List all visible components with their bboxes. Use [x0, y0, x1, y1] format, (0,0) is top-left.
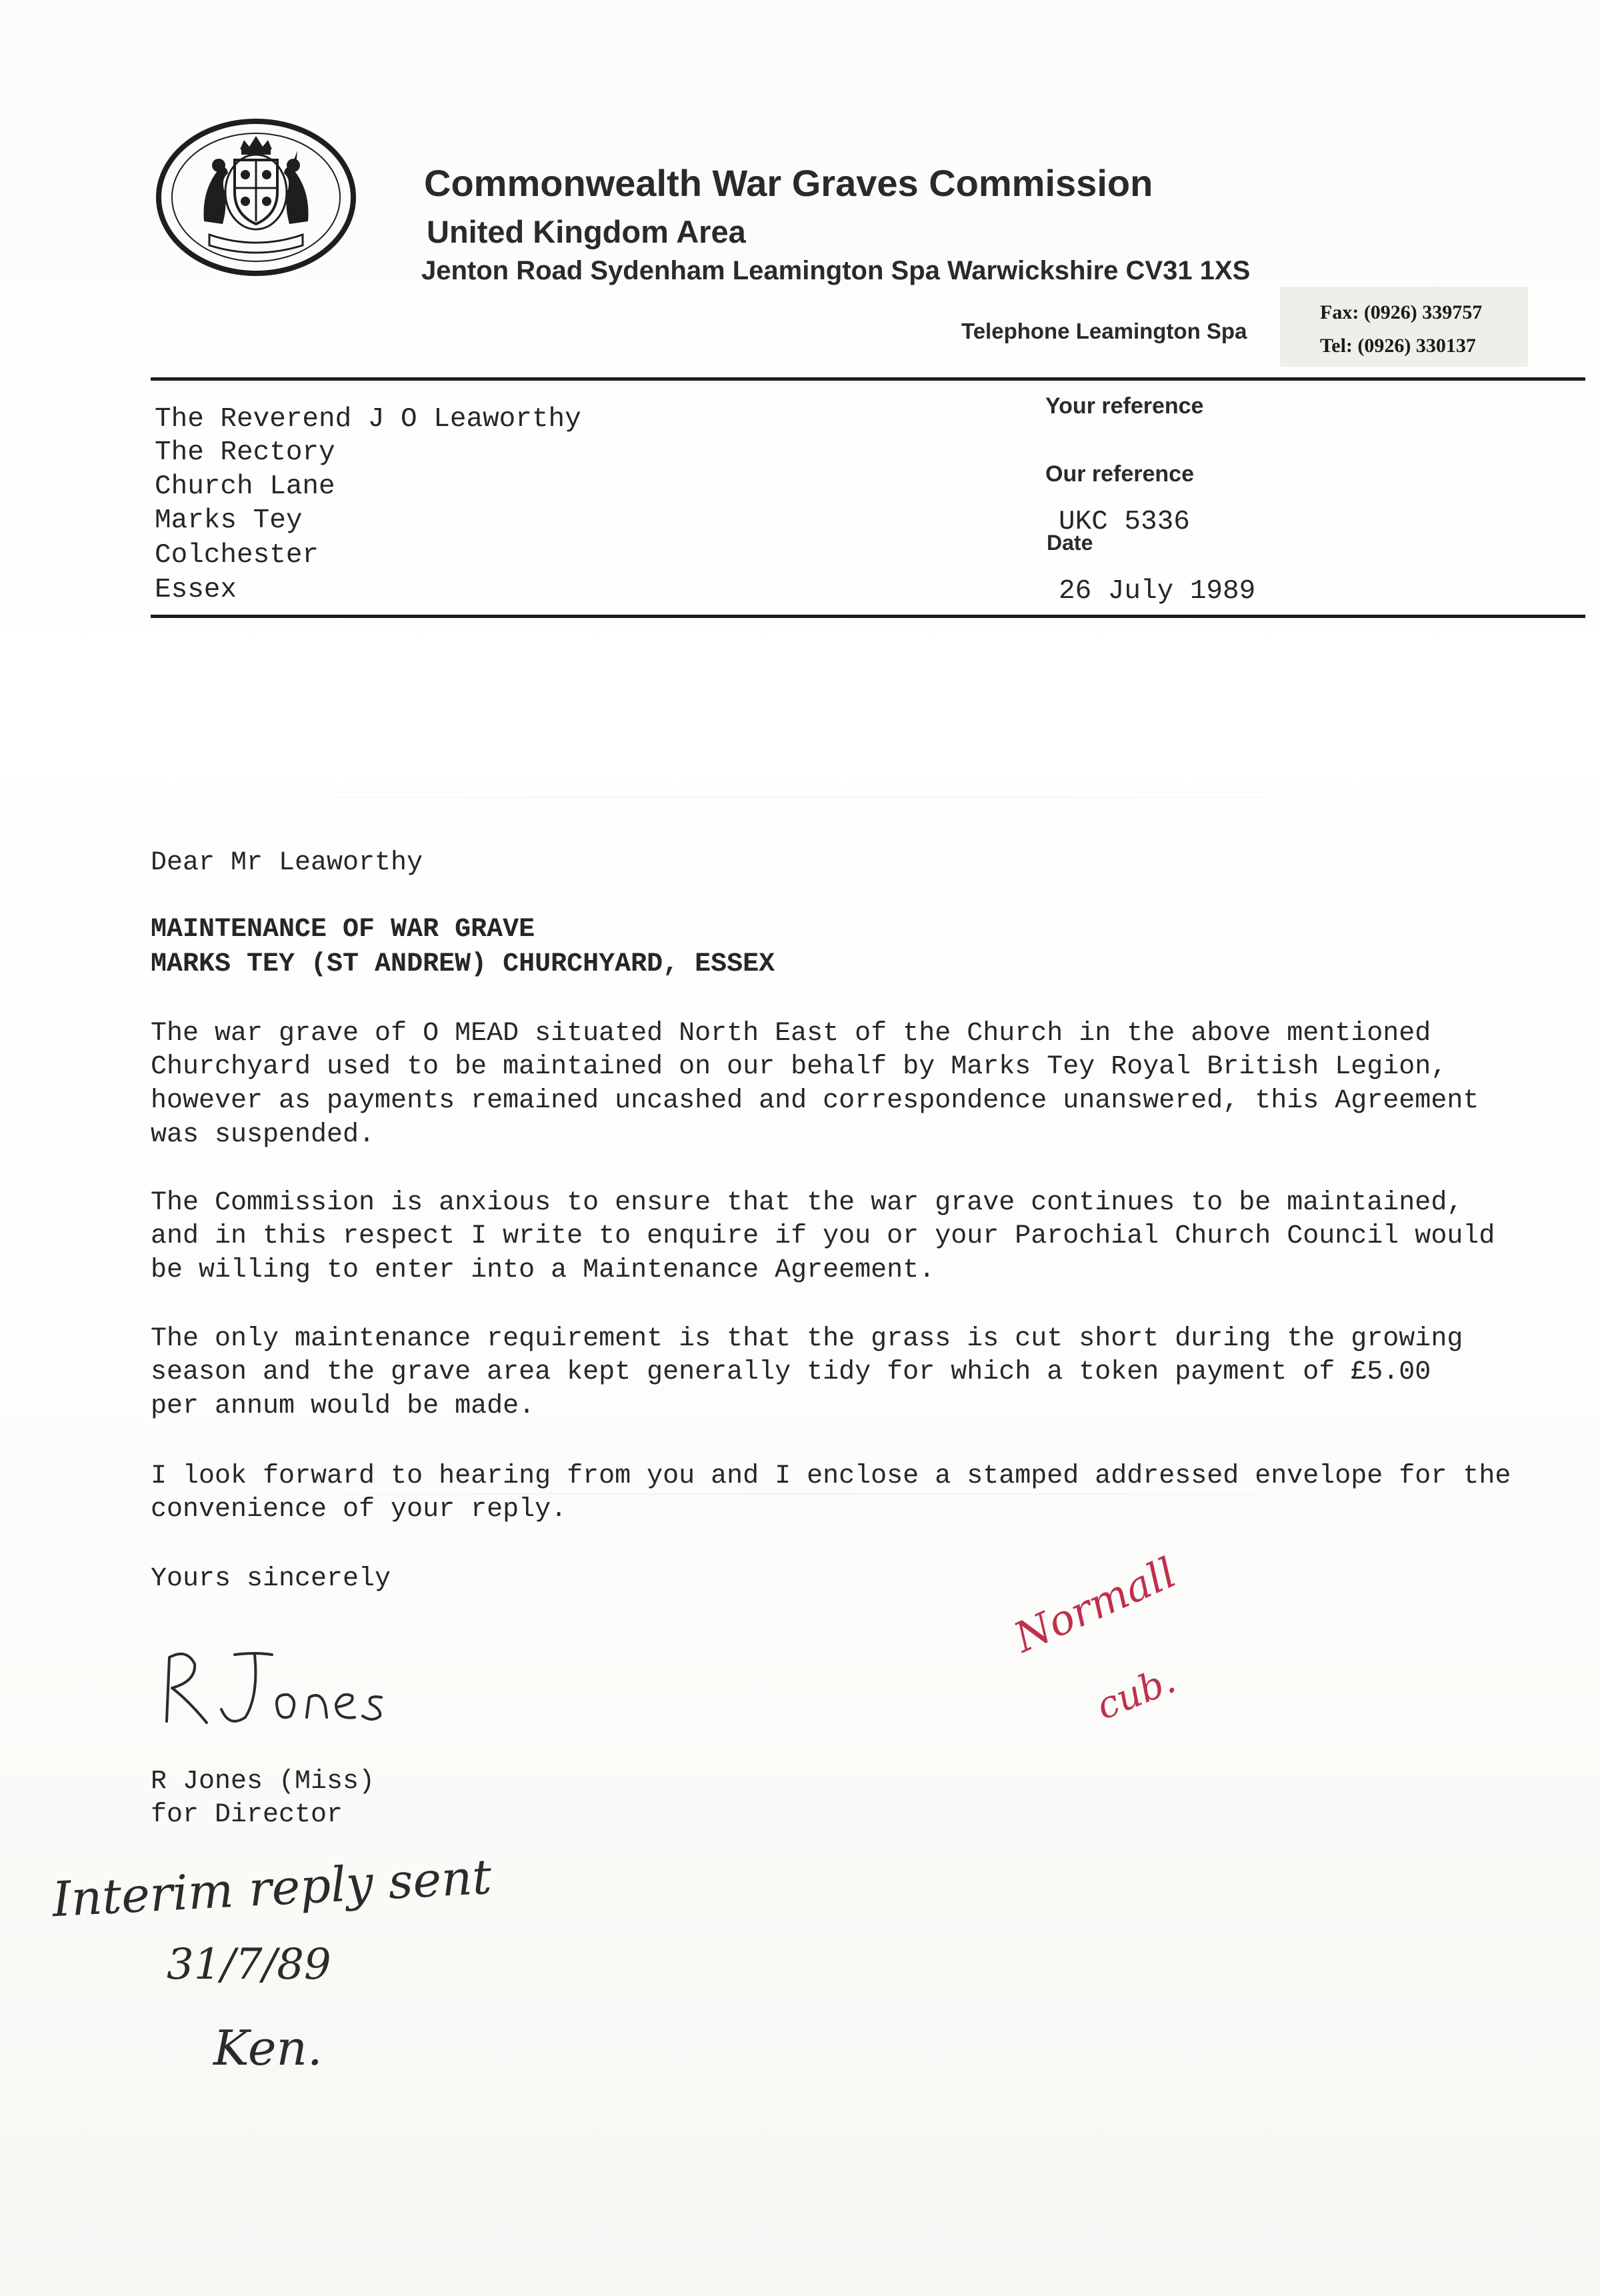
paragraph-line: The only maintenance requirement is that the grass is cut short during the growing: [151, 1324, 1463, 1354]
your-reference-label: Your reference: [1045, 393, 1204, 419]
paragraph-line: however as payments remained uncashed and correspondence unanswered, this Agreement: [151, 1086, 1479, 1116]
organisation-area: United Kingdom Area: [427, 214, 746, 249]
red-annotation: cub.: [1090, 1658, 1182, 1729]
red-annotation: Normall: [1007, 1547, 1183, 1662]
paper-fold: [0, 797, 1600, 798]
paragraph-line: be willing to enter into a Maintenance Agreement.: [151, 1255, 935, 1285]
royal-coat-of-arms-icon: [155, 117, 357, 277]
subject-line: MAINTENANCE OF WAR GRAVE: [151, 915, 535, 945]
paragraph-line: convenience of your reply.: [151, 1495, 567, 1525]
recipient-line: Church Lane: [155, 471, 335, 502]
telephone-label: Telephone Leamington Spa: [961, 319, 1247, 343]
our-reference-label: Our reference: [1045, 461, 1194, 487]
header-rule-bottom: [151, 615, 1585, 618]
signatory-name: R Jones (Miss): [151, 1767, 375, 1797]
letter-date: 26 July 1989: [1059, 576, 1256, 607]
paragraph-line: I look forward to hearing from you and I enclose a stamped addressed envelope for the: [151, 1461, 1511, 1491]
paragraph-line: Churchyard used to be maintained on our behalf by Marks Tey Royal British Legion,: [151, 1052, 1447, 1082]
handwritten-initials: Ken.: [213, 2020, 323, 2076]
paragraph-line: season and the grave area kept generally tidy for which a token payment of £5.00: [151, 1357, 1431, 1387]
recipient-line: Colchester: [155, 540, 319, 571]
paragraph-line: per annum would be made.: [151, 1391, 535, 1421]
recipient-line: Marks Tey: [155, 505, 303, 536]
header-rule-top: [151, 377, 1585, 381]
paragraph-line: The war grave of O MEAD situated North East of the Church in the above mentioned: [151, 1019, 1431, 1049]
recipient-line: The Rectory: [155, 437, 335, 468]
closing: Yours sincerely: [151, 1564, 391, 1594]
tel-number: Tel: (0926) 330137: [1320, 335, 1476, 357]
subject-line: MARKS TEY (ST ANDREW) CHURCHYARD, ESSEX: [151, 949, 775, 979]
paragraph-line: was suspended.: [151, 1120, 375, 1150]
organisation-address: Jenton Road Sydenham Leamington Spa Warwickshire CV31 1XS: [421, 256, 1251, 285]
salutation: Dear Mr Leaworthy: [151, 848, 423, 878]
paragraph-line: The Commission is anxious to ensure that the war grave continues to be maintained,: [151, 1188, 1463, 1218]
signatory-title: for Director: [151, 1800, 343, 1830]
signature: [155, 1635, 408, 1735]
paragraph-line: and in this respect I write to enquire if you or your Parochial Church Council would: [151, 1221, 1495, 1251]
recipient-line: Essex: [155, 575, 237, 605]
handwritten-date: 31/7/89: [167, 1940, 331, 1989]
fax-number: Fax: (0926) 339757: [1320, 301, 1483, 323]
organisation-name: Commonwealth War Graves Commission: [424, 162, 1153, 204]
recipient-line: The Reverend J O Leaworthy: [155, 404, 581, 435]
our-reference-value: UKC 5336: [1059, 507, 1190, 537]
date-label: Date: [1047, 531, 1093, 555]
handwritten-note: Interim reply sent: [51, 1848, 493, 1928]
